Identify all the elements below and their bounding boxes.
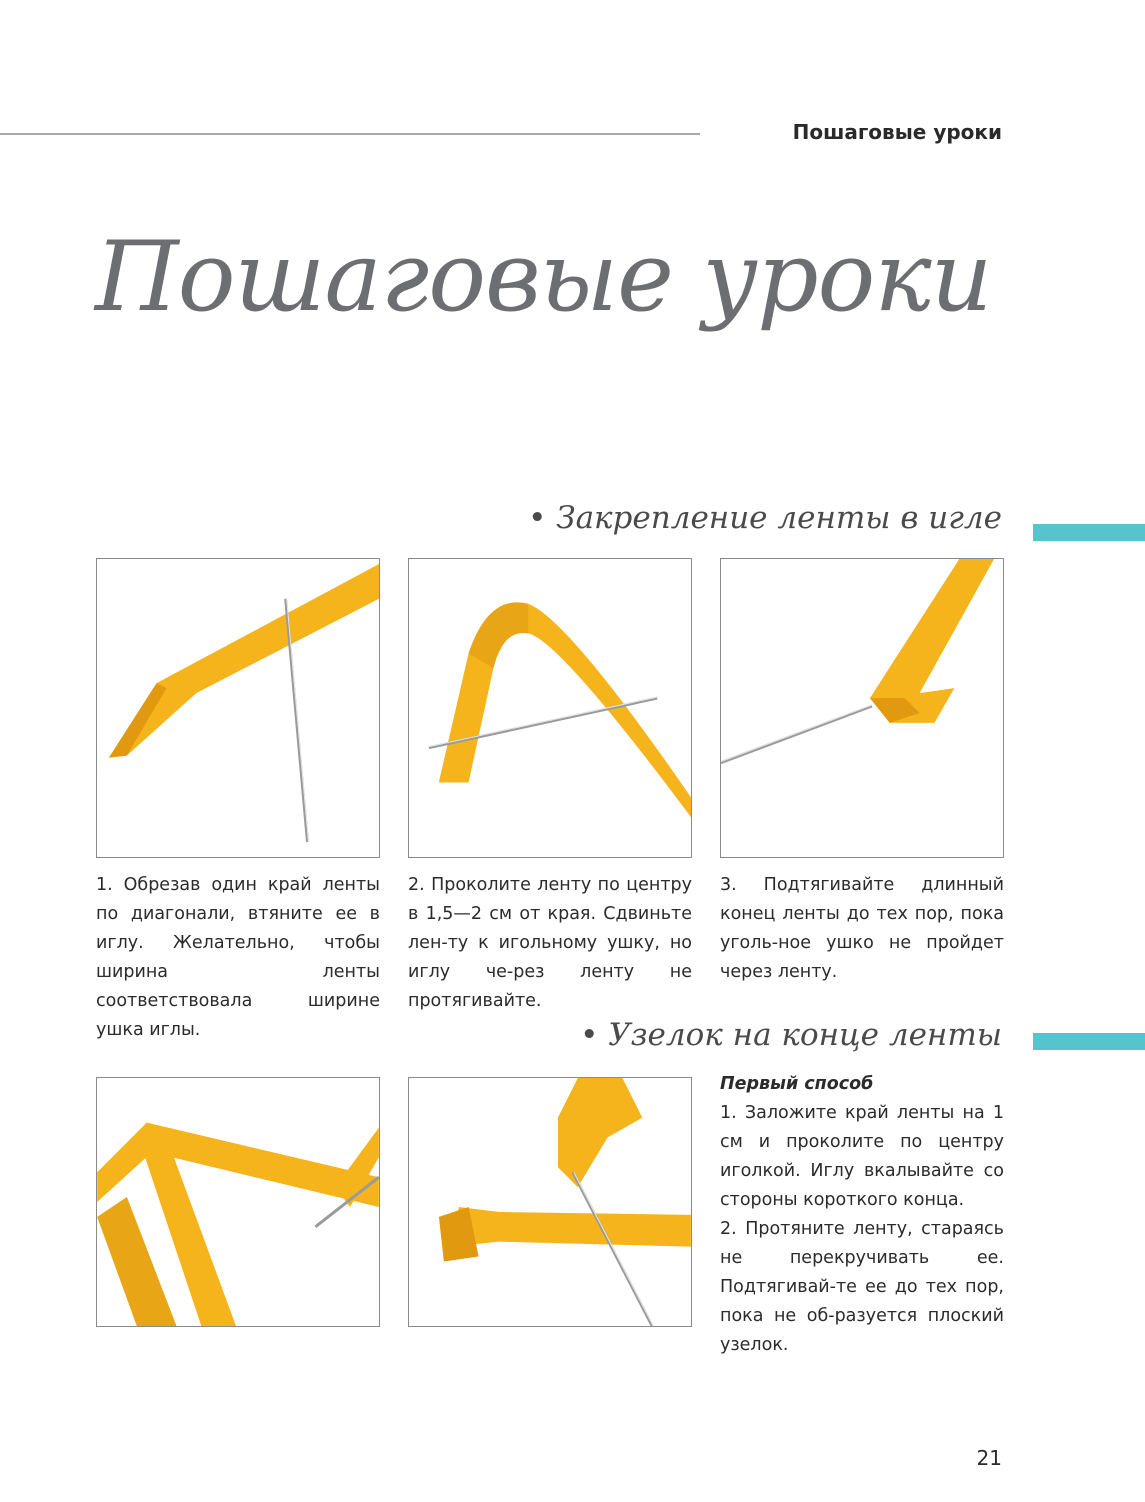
step1-text: 1. Обрезав один край ленты по диагонали, втяните ее в иглу. Желательно, чтобы ширина ленты соответствовала ширине ушка иглы. <box>96 875 380 1040</box>
section-title-knot: • Узелок на конце ленты <box>580 1017 1002 1053</box>
knot-photo-2-frame <box>408 1077 692 1327</box>
knot-method-text <box>720 1070 1004 1360</box>
header-rule <box>0 133 700 135</box>
knot-photo-2 <box>409 1078 691 1326</box>
ribbon-photo-3 <box>721 559 1003 857</box>
knot-photo-1-frame <box>96 1077 380 1327</box>
ribbon-photo-2 <box>409 559 691 857</box>
page-title: Пошаговые уроки <box>95 221 992 333</box>
section-accent-bar <box>1033 524 1145 541</box>
step3-caption <box>720 871 1004 987</box>
running-header: Пошаговые уроки <box>792 120 1002 144</box>
step3-photo <box>720 558 1004 858</box>
step1-photo <box>96 558 380 858</box>
step2-photo <box>408 558 692 858</box>
step1-caption <box>96 871 380 1045</box>
section-accent-bar-2 <box>1033 1033 1145 1050</box>
knot-step2-text: 2. Протяните ленту, стараясь не перекручивать ее. Подтягивай-те ее до тех пор, пока не об-разуется плоский узелок. <box>720 1219 1004 1355</box>
section-title-needle: • Закрепление ленты в игле <box>528 500 1002 536</box>
knot-photo-1 <box>97 1078 379 1326</box>
knot-step1-text: 1. Заложите край ленты на 1 см и проколите по центру иголкой. Иглу вкалывайте со стороны короткого конца. <box>720 1103 1004 1210</box>
step2-caption <box>408 871 692 1016</box>
method-heading: Первый способ <box>720 1074 874 1094</box>
ribbon-photo-1 <box>97 559 379 857</box>
step3-text: 3. Подтягивайте длинный конец ленты до тех пор, пока уголь-ное ушко не пройдет через ленту. <box>720 875 1004 982</box>
step2-text: 2. Проколите ленту по центру в 1,5—2 см от края. Сдвиньте лен-ту к игольному ушку, но иглу че-рез ленту не протягивайте. <box>408 875 692 1011</box>
page-number: 21 <box>976 1446 1002 1470</box>
